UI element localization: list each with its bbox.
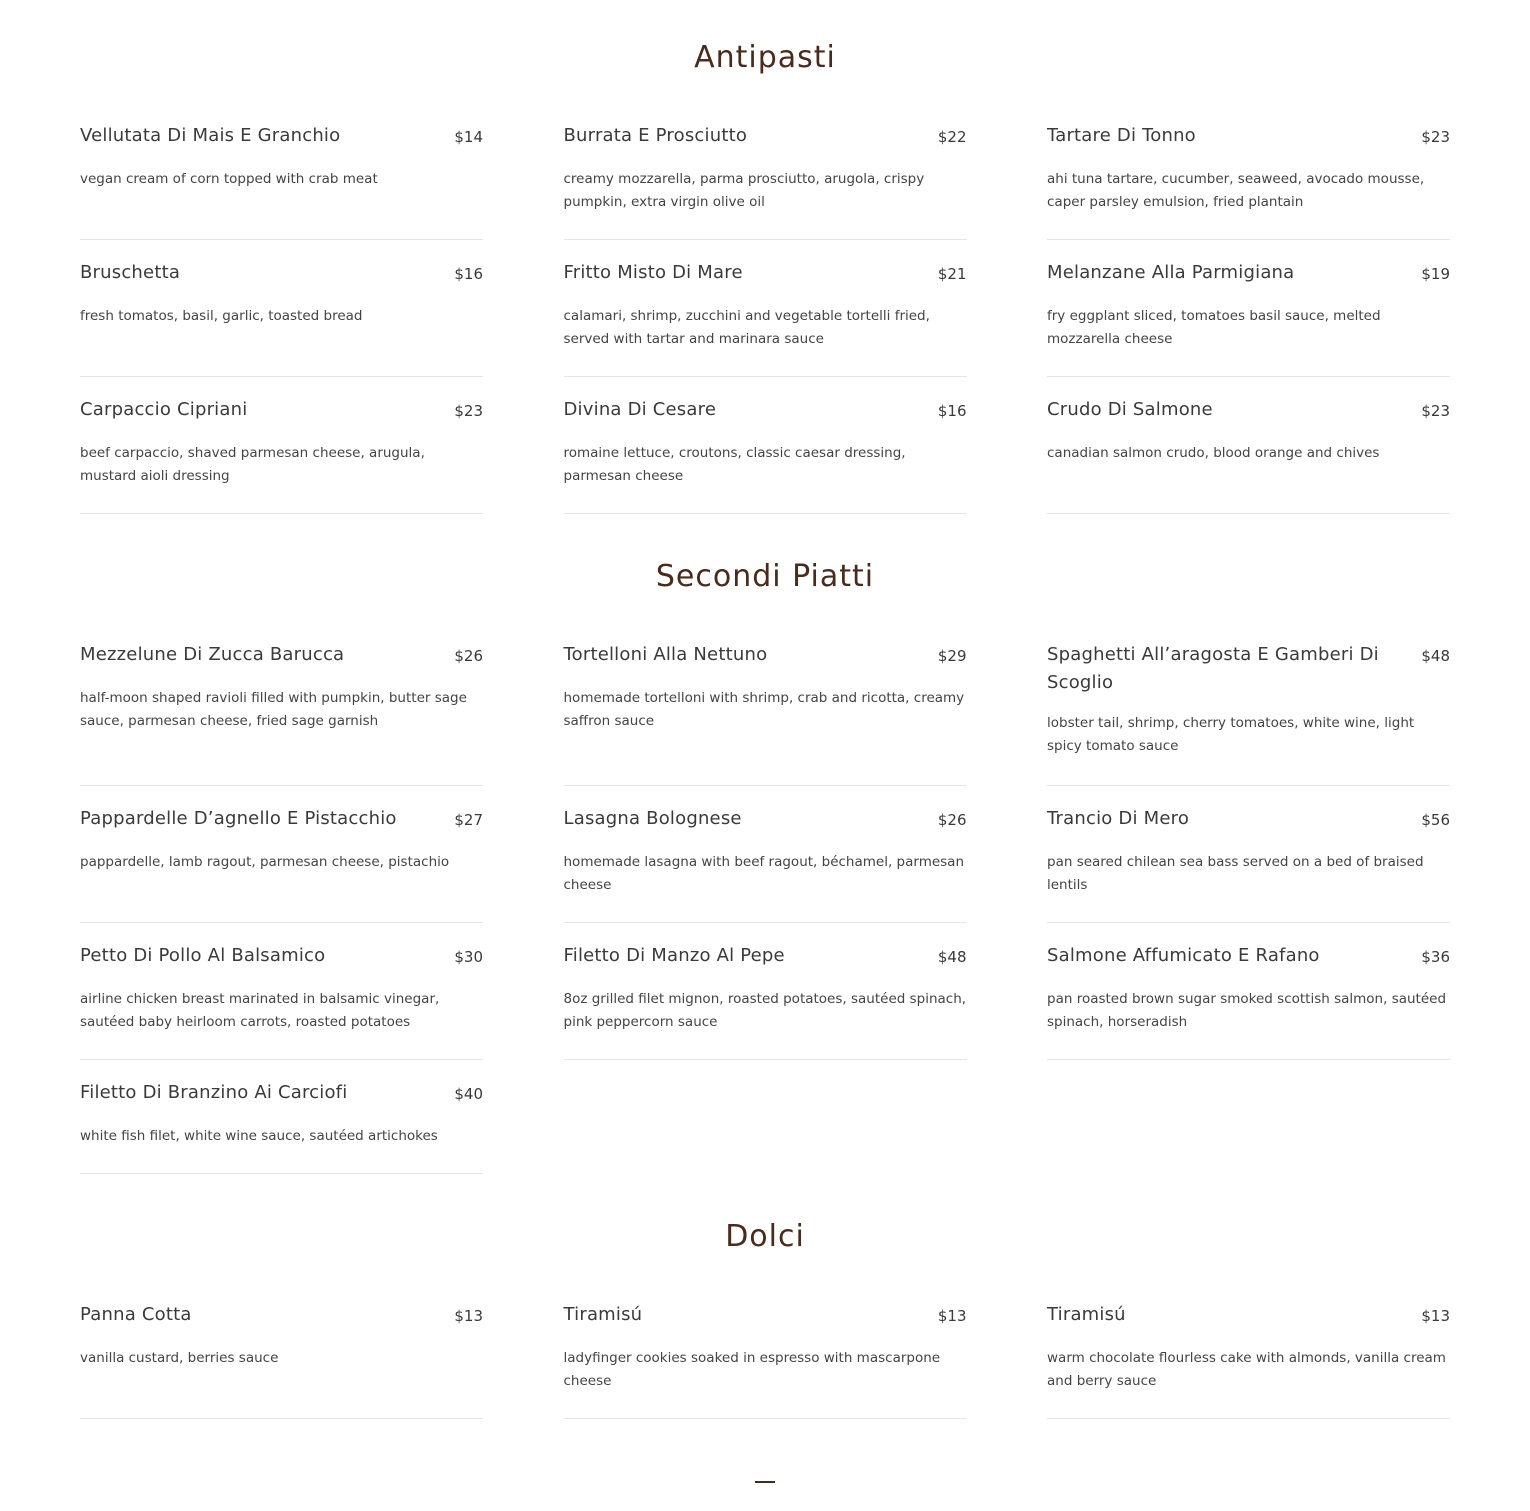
item-description: white fish filet, white wine sauce, sautéed artichokes: [80, 1128, 438, 1144]
menu-item: [80, 122, 483, 240]
menu-item: [1047, 377, 1450, 514]
item-price: $29: [937, 647, 967, 665]
item-name: Melanzane Alla Parmigiana: [1047, 262, 1295, 283]
menu-item: [564, 641, 967, 786]
item-name: Carpaccio Cipriani: [80, 399, 248, 420]
menu-item: [564, 377, 967, 514]
item-description: fresh tomatos, basil, garlic, toasted bread: [80, 308, 363, 324]
item-name: Mezzelune Di Zucca Barucca: [80, 644, 345, 665]
item-price: $14: [454, 128, 483, 146]
item-description: pan seared chilean sea bass served on a bed of braised lentils: [1047, 854, 1424, 893]
item-name: Vellutata Di Mais E Granchio: [80, 125, 341, 146]
item-price: $19: [1421, 265, 1450, 283]
item-price: $48: [1421, 647, 1450, 665]
item-name: Burrata E Prosciutto: [563, 125, 748, 146]
section-title-secondi-piatti: Secondi Piatti: [655, 559, 875, 594]
item-name: Tartare Di Tonno: [1047, 125, 1196, 146]
item-price: $22: [937, 128, 967, 146]
item-name: Crudo Di Salmone: [1047, 399, 1213, 420]
menu-item: [1047, 786, 1450, 923]
item-price: $56: [1421, 811, 1450, 829]
item-name: Tiramisú: [563, 1304, 643, 1325]
item-description: beef carpaccio, shaved parmesan cheese, arugula, mustard aioli dressing: [80, 445, 425, 484]
item-name: Filetto Di Branzino Ai Carciofi: [80, 1082, 348, 1103]
item-description: homemade tortelloni with shrimp, crab and ricotta, creamy saffron sauce: [563, 690, 965, 729]
item-description: vanilla custard, berries sauce: [80, 1350, 279, 1366]
item-description: calamari, shrimp, zucchini and vegetable tortelli fried, served with tartar and marinara sauce: [563, 308, 930, 347]
item-price: $13: [1421, 1307, 1450, 1325]
item-description: pappardelle, lamb ragout, parmesan cheese, pistachio: [80, 854, 450, 870]
item-description: fry eggplant sliced, tomatoes basil sauce, melted mozzarella cheese: [1047, 308, 1381, 347]
item-name: Petto Di Pollo Al Balsamico: [80, 945, 326, 966]
menu-item: [80, 641, 483, 786]
menu-item: [1047, 641, 1450, 786]
item-description: airline chicken breast marinated in balsamic vinegar, sautéed baby heirloom carrots, roasted potatoes: [80, 991, 440, 1030]
section-title-antipasti: Antipasti: [694, 40, 836, 75]
menu-item: [80, 377, 483, 514]
item-price: $23: [454, 402, 483, 420]
item-description: lobster tail, shrimp, cherry tomatoes, white wine, light spicy tomato sauce: [1047, 715, 1415, 754]
menu-item: [1047, 923, 1450, 1060]
item-price: $48: [937, 948, 967, 966]
menu-item: [80, 1060, 483, 1174]
menu-item: [564, 1301, 967, 1419]
menu-grid-secondi-piatti: [80, 641, 1450, 1174]
item-description: ladyfinger cookies soaked in espresso with mascarpone cheese: [563, 1350, 941, 1389]
item-name: Tortelloni Alla Nettuno: [563, 644, 768, 665]
menu-item: [80, 240, 483, 377]
item-name: Lasagna Bolognese: [563, 808, 742, 829]
item-name: Bruschetta: [80, 262, 181, 283]
item-price: $26: [937, 811, 967, 829]
item-description: creamy mozzarella, parma prosciutto, arugola, crispy pumpkin, extra virgin olive oil: [563, 171, 925, 210]
item-price: $26: [454, 647, 483, 665]
section-divider-mark: [755, 1481, 775, 1483]
item-price: $16: [454, 265, 483, 283]
menu-item: [564, 240, 967, 377]
section-title-dolci: Dolci: [725, 1219, 805, 1254]
item-price: $30: [454, 948, 483, 966]
item-description: 8oz grilled filet mignon, roasted potatoes, sautéed spinach, pink peppercorn sauce: [563, 991, 967, 1030]
item-name: Pappardelle D’agnello E Pistacchio: [80, 808, 397, 829]
menu-item: [80, 923, 483, 1060]
menu-item: [1047, 122, 1450, 240]
menu-item: [80, 786, 483, 923]
item-price: $13: [937, 1307, 967, 1325]
item-description: warm chocolate flourless cake with almonds, vanilla cream and berry sauce: [1047, 1350, 1446, 1389]
item-description: ahi tuna tartare, cucumber, seaweed, avocado mousse, caper parsley emulsion, fried plantain: [1047, 171, 1425, 210]
item-description: romaine lettuce, croutons, classic caesar dressing, parmesan cheese: [563, 445, 906, 484]
item-name: Tiramisú: [1047, 1304, 1126, 1325]
item-price: $40: [454, 1085, 483, 1103]
item-description: half-moon shaped ravioli filled with pumpkin, butter sage sauce, parmesan cheese, fried sage garnish: [80, 690, 467, 729]
menu-item: [1047, 240, 1450, 377]
item-name: Salmone Affumicato E Rafano: [1047, 945, 1320, 966]
item-name: Filetto Di Manzo Al Pepe: [563, 945, 785, 966]
item-name: Divina Di Cesare: [563, 399, 717, 420]
menu-grid-dolci: [80, 1301, 1450, 1419]
item-description: canadian salmon crudo, blood orange and chives: [1047, 445, 1380, 461]
menu-grid-antipasti: [80, 122, 1450, 514]
item-price: $23: [1421, 402, 1450, 420]
item-description: homemade lasagna with beef ragout, béchamel, parmesan cheese: [563, 854, 965, 893]
item-description: pan roasted brown sugar smoked scottish salmon, sautéed spinach, horseradish: [1047, 991, 1447, 1030]
item-price: $13: [454, 1307, 483, 1325]
item-price: $21: [937, 265, 967, 283]
item-name: Panna Cotta: [80, 1304, 192, 1325]
menu-item: [80, 1301, 483, 1419]
item-price: $36: [1421, 948, 1450, 966]
item-description: vegan cream of corn topped with crab meat: [80, 171, 378, 187]
item-price: $16: [937, 402, 967, 420]
menu-item: [1047, 1301, 1450, 1419]
item-price: $27: [454, 811, 483, 829]
menu-item: [564, 122, 967, 240]
item-name: Spaghetti All’aragosta E Gamberi Di Scoglio: [1047, 644, 1379, 693]
item-name: Fritto Misto Di Mare: [563, 262, 743, 283]
menu-item: [564, 923, 967, 1060]
item-name: Trancio Di Mero: [1047, 808, 1190, 829]
menu-item: [564, 786, 967, 923]
item-price: $23: [1421, 128, 1450, 146]
